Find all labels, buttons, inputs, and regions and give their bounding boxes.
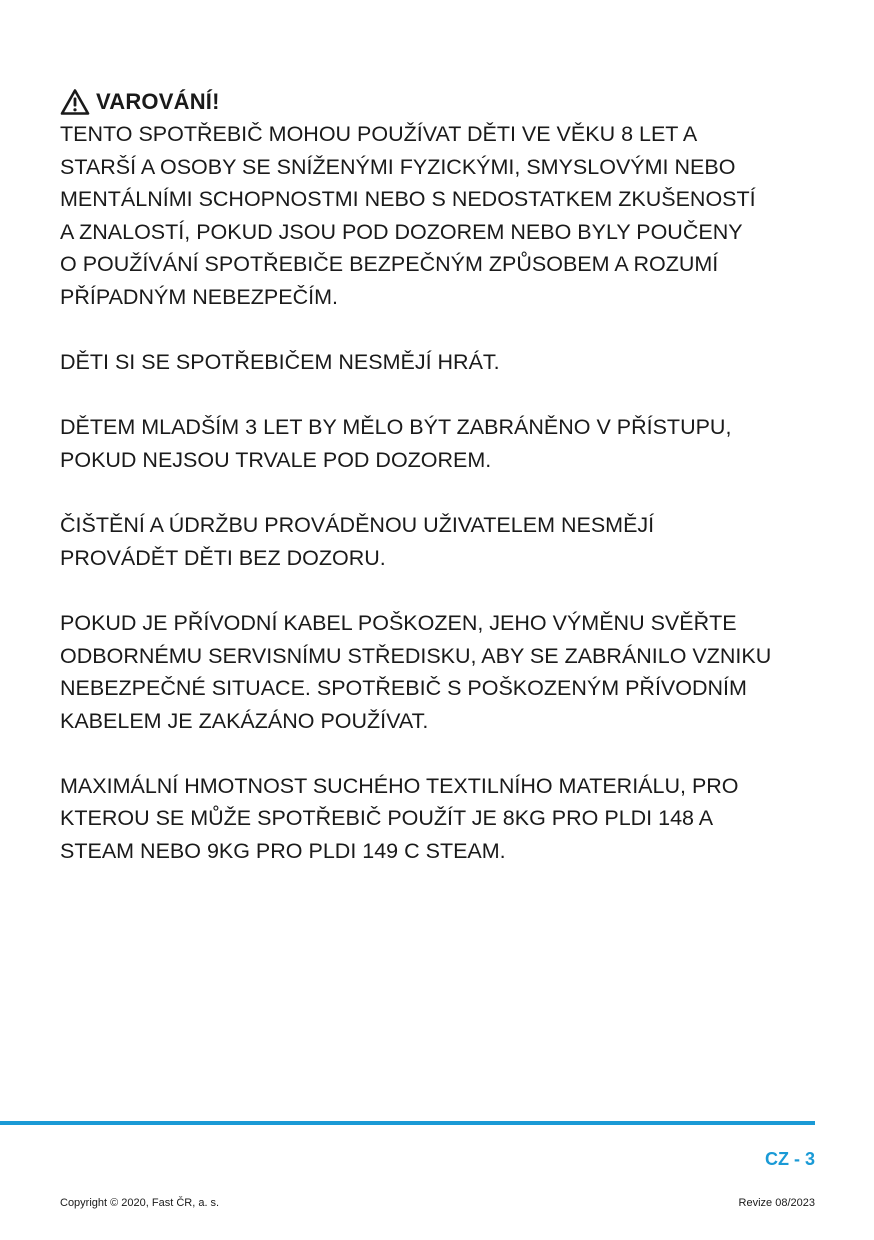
text-line: DĚTEM MLADŠÍM 3 LET BY MĚLO BÝT ZABRÁNĚNO V PŘÍSTUPU, xyxy=(60,415,732,440)
page-number: CZ - 3 xyxy=(764,1149,815,1169)
paragraph-children-play xyxy=(60,346,830,379)
text-line: A ZNALOSTÍ, POKUD JSOU POD DOZOREM NEBO BYLY POUČENY xyxy=(60,219,743,244)
paragraph-gap xyxy=(60,477,830,510)
footer-revision: Revize 08/2023 xyxy=(738,1197,815,1209)
text-line: ODBORNÉMU SERVISNÍMU STŘEDISKU, ABY SE ZABRÁNILO VZNIKU xyxy=(60,643,772,668)
text-line: TENTO SPOTŘEBIČ MOHOU POUŽÍVAT DĚTI VE VĚKU 8 LET A xyxy=(60,122,698,146)
paragraph-under-three xyxy=(60,411,830,476)
paragraph-gap xyxy=(60,314,830,347)
text-line: KTEROU SE MŮŽE SPOTŘEBIČ POUŽÍT JE 8KG PRO PLDI 148 A xyxy=(60,806,714,831)
text-line: PROVÁDĚT DĚTI BEZ DOZORU. xyxy=(60,545,386,570)
paragraph-supervision xyxy=(60,118,830,314)
text-line: MAXIMÁLNÍ HMOTNOST SUCHÉHO TEXTILNÍHO MATERIÁLU, PRO xyxy=(60,773,739,798)
text-line: STARŠÍ A OSOBY SE SNÍŽENÝMI FYZICKÝMI, SMYSLOVÝMI NEBO xyxy=(60,154,736,179)
text-line: PŘÍPADNÝM NEBEZPEČÍM. xyxy=(60,284,338,309)
text-line: STEAM NEBO 9KG PRO PLDI 149 C STEAM. xyxy=(60,839,506,864)
paragraph-gap xyxy=(60,737,830,770)
text-line: DĚTI SI SE SPOTŘEBIČEM NESMĚJÍ HRÁT. xyxy=(60,350,500,375)
text-line: KABELEM JE ZAKÁZÁNO POUŽÍVAT. xyxy=(60,708,429,733)
warning-heading-text: VAROVÁNÍ! xyxy=(96,89,220,114)
paragraph-max-load xyxy=(60,770,830,868)
paragraph-gap xyxy=(60,574,830,607)
footer-divider xyxy=(0,1121,815,1125)
paragraph-gap xyxy=(60,379,830,412)
warning-heading xyxy=(60,86,830,118)
text-line: POKUD JE PŘÍVODNÍ KABEL POŠKOZEN, JEHO VÝMĚNU SVĚŘTE xyxy=(60,610,737,635)
warning-triangle-icon xyxy=(60,88,90,116)
footer-copyright: Copyright © 2020, Fast ČR, a. s. xyxy=(60,1197,220,1209)
document-body xyxy=(60,86,830,868)
text-line: MENTÁLNÍMI SCHOPNOSTMI NEBO S NEDOSTATKEM ZKUŠENOSTÍ xyxy=(60,187,756,212)
paragraph-cleaning xyxy=(60,509,830,574)
text-line: ČIŠTĚNÍ A ÚDRŽBU PROVÁDĚNOU UŽIVATELEM NESMĚJÍ xyxy=(60,513,655,538)
paragraph-power-cable xyxy=(60,607,830,737)
text-line: NEBEZPEČNÉ SITUACE. SPOTŘEBIČ S POŠKOZENÝM PŘÍVODNÍM xyxy=(60,676,747,701)
text-line: O POUŽÍVÁNÍ SPOTŘEBIČE BEZPEČNÝM ZPŮSOBEM A ROZUMÍ xyxy=(60,252,719,277)
text-line: POKUD NEJSOU TRVALE POD DOZOREM. xyxy=(60,447,492,472)
